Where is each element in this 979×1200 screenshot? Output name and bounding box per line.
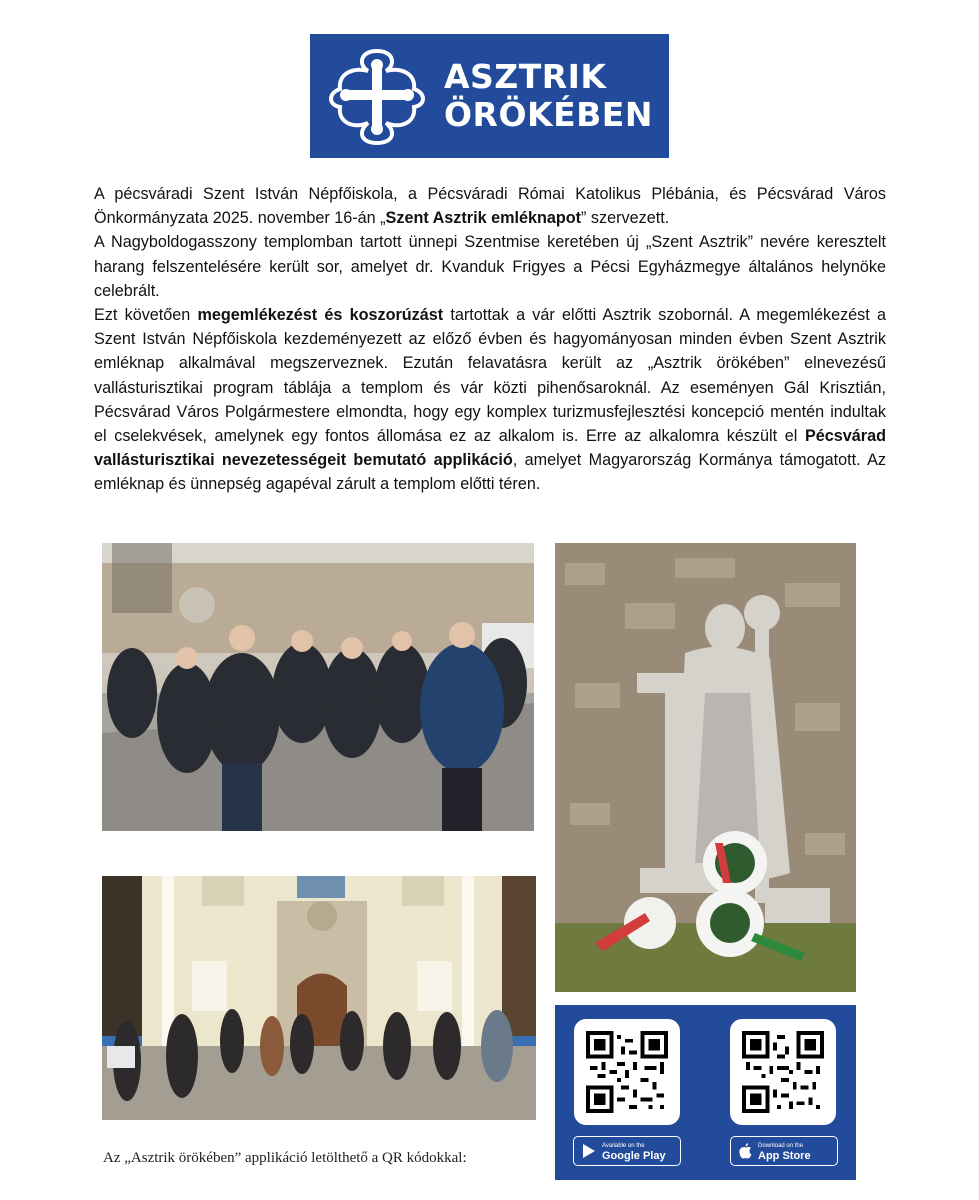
app-store-small-text: Download on the <box>758 1143 804 1149</box>
p3-text-end: , amelyet Magyarország Kormánya támogatott. Az emléknap és ünnepség agapéval zárult a templom előtti téren. <box>94 451 886 494</box>
p3-text: Ezt követően <box>94 306 198 325</box>
qr-caption: Az „Asztrik örökében” applikáció letölthető a QR kódokkal: <box>103 1150 467 1166</box>
qr-code-icon <box>586 1031 668 1113</box>
photo-ceremony-crowd <box>102 543 534 831</box>
google-play-small-text: Available on the <box>602 1143 645 1149</box>
p1-bold: Szent Asztrik emléknapot <box>385 209 582 228</box>
qr-code-google[interactable] <box>574 1019 680 1125</box>
p3-bold-2: Pécsvárad vallásturisztikai nevezetességeit bemutató applikáció <box>94 427 886 470</box>
app-store-button[interactable] <box>730 1136 838 1166</box>
google-play-icon <box>582 1143 596 1159</box>
paragraph-1 <box>94 182 886 230</box>
article-body <box>94 182 886 497</box>
app-store-label: App Store <box>758 1150 811 1162</box>
google-play-label: Google Play <box>602 1150 666 1162</box>
cross-icon <box>324 43 430 149</box>
google-play-button[interactable] <box>573 1136 681 1166</box>
p1-text: A pécsváradi Szent István Népfőiskola, a Pécsváradi Római Katolikus Plébánia, és Pécsvárad Város Önkormányzata 2025. november 16-án „ <box>94 185 886 228</box>
logo-banner <box>310 34 669 158</box>
logo-line-2: ÖRÖKÉBEN <box>444 95 653 134</box>
p3-bold-1: megemlékezést és koszorúzást <box>197 306 444 325</box>
p3-text-mid: tartottak a vár előtti Asztrik szobornál. A megemlékezést a Szent István Népfőiskola kezdeményezett az előző évben és hagyományosan minden évben Szent Asztrik emléknap alkalmával megszerveznek. Ezután felavatásra került az „Asztrik örökében” elnevezésű vallásturisztikai program táblája a templom és vár közti pihenősaroknál. Az eseményen Gál Krisztián, Pécsvárad Város Polgármestere elmondta, hogy egy komplex turizmusfejlesztési koncepció mentén indultak el cselekvések, amelynek egy fontos állomása ez az alkalom is. Erre az alkalomra készült el <box>94 306 886 446</box>
photo-asztrik-statue <box>555 543 856 992</box>
qr-code-apple[interactable] <box>730 1019 836 1125</box>
paragraph-2: A Nagyboldogasszony templomban tartott ünnepi Szentmise keretében új „Szent Asztrik” nevére keresztelt harang felszentelésére került sor, amelyet dr. Kvanduk Frigyes a Pécsi Egyházmegye általános helynöke celebrált. <box>94 233 886 300</box>
qr-code-icon <box>742 1031 824 1113</box>
logo-line-1: ASZTRIK <box>444 57 607 96</box>
paragraph-3 <box>94 303 886 497</box>
qr-download-panel <box>555 1005 856 1180</box>
photo-church-square <box>102 876 536 1120</box>
logo-title <box>444 58 653 134</box>
p1-text-end: ” szervezett. <box>581 209 670 228</box>
apple-icon <box>739 1143 752 1159</box>
